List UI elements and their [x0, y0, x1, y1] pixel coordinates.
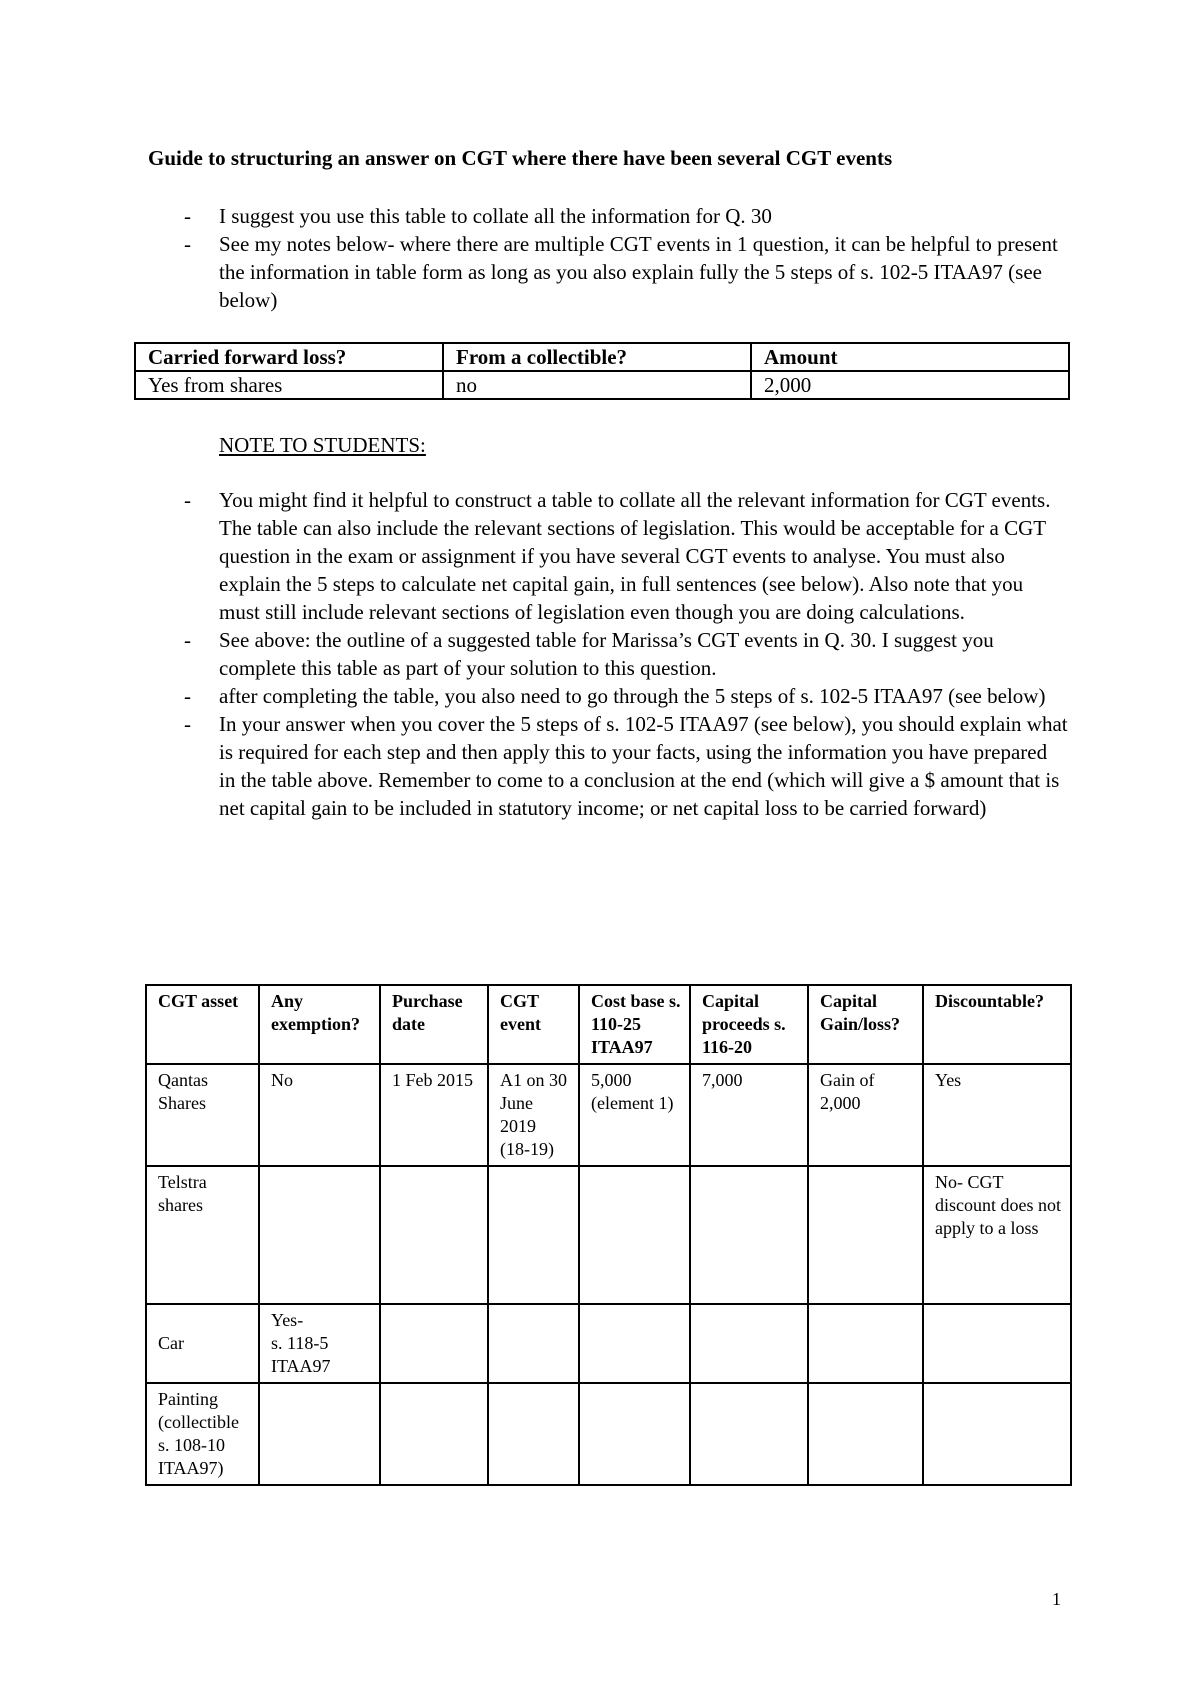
table-cell: Painting (collectible s. 108-10 ITAA97): [146, 1383, 259, 1485]
table-header: CGT event: [488, 985, 579, 1064]
table-cell: A1 on 30 June 2019 (18-19): [488, 1064, 579, 1166]
table-cell: [923, 1383, 1071, 1485]
list-item: - See my notes below- where there are multiple CGT events in 1 question, it can be helpful to present the information in table form as long as you also explain fully the 5 steps of s. 102-5 ITAA97 (see below): [148, 230, 1068, 314]
table-header: Carried forward loss?: [135, 343, 443, 371]
table-header: Capital proceeds s. 116-20: [690, 985, 808, 1064]
table-cell: 2,000: [751, 371, 1069, 399]
table-row: [146, 1064, 1071, 1166]
exemption-text: Yes-: [271, 1310, 304, 1330]
table-header: Amount: [751, 343, 1069, 371]
table-row: [146, 1383, 1071, 1485]
cost-base-header: Cost base s. 110-25: [591, 991, 681, 1034]
table-cell: 1 Feb 2015: [380, 1064, 488, 1166]
table-cell: [380, 1166, 488, 1304]
table-cell: Telstra shares: [146, 1166, 259, 1304]
table-header: Discountable?: [923, 985, 1071, 1064]
list-item: - You might find it helpful to construct a table to collate all the relevant information for CGT events. The table can also include the relevant sections of legislation. This would be acceptable for a CGT question in the exam or assignment if you have several CGT events to analyse. You must also explain the 5 steps to calculate net capital gain, in full sentences (see below). Also note that you must still include relevant sections of legislation even though you are doing calculations.: [148, 486, 1068, 626]
table-cell: [259, 1383, 380, 1485]
document-title: Guide to structuring an answer on CGT where there have been several CGT events: [148, 146, 893, 170]
table-header: Capital Gain/loss?: [808, 985, 923, 1064]
table-cell: [579, 1383, 690, 1485]
note-heading: NOTE TO STUDENTS:: [219, 433, 426, 457]
table-cell: 5,000 (element 1): [579, 1064, 690, 1166]
table-cell: 7,000: [690, 1064, 808, 1166]
list-item: - See above: the outline of a suggested table for Marissa’s CGT events in Q. 30. I suggest you complete this table as part of your solution to this question.: [148, 626, 1068, 682]
table-header: Any exemption?: [259, 985, 380, 1064]
table-cell: [579, 1304, 690, 1383]
table-cell: no: [443, 371, 751, 399]
table-cell: Yes from shares: [135, 371, 443, 399]
table-header: From a collectible?: [443, 343, 751, 371]
table-header-row: [146, 985, 1071, 1064]
table-cell: Gain of 2,000: [808, 1064, 923, 1166]
table-header-row: [135, 343, 1069, 371]
table-row: [146, 1304, 1071, 1383]
table-cell: Yes: [923, 1064, 1071, 1166]
table-cell: [579, 1166, 690, 1304]
carried-forward-table: [134, 342, 1070, 400]
table-cell: [808, 1304, 923, 1383]
table-cell: [259, 1166, 380, 1304]
list-item: - In your answer when you cover the 5 steps of s. 102-5 ITAA97 (see below), you should explain what is required for each step and then apply this to your facts, using the information you have prepared in the table above. Remember to come to a conclusion at the end (which will give a $ amount that is net capital gain to be included in statutory income; or net capital loss to be carried forward): [148, 710, 1068, 822]
table-header: [579, 985, 690, 1064]
list-item: - I suggest you use this table to collate all the information for Q. 30: [148, 202, 1068, 230]
list-item: - after completing the table, you also need to go through the 5 steps of s. 102-5 ITAA97 (see below): [148, 682, 1068, 710]
table-cell: [380, 1304, 488, 1383]
table-cell: [808, 1383, 923, 1485]
table-header: Purchase date: [380, 985, 488, 1064]
notes-list: [148, 486, 1068, 822]
cgt-events-table: [145, 984, 1072, 1486]
table-cell: [690, 1383, 808, 1485]
table-cell: No: [259, 1064, 380, 1166]
table-cell: [690, 1304, 808, 1383]
table-header: CGT asset: [146, 985, 259, 1064]
table-cell: [488, 1304, 579, 1383]
table-cell: [690, 1166, 808, 1304]
table-cell: Qantas Shares: [146, 1064, 259, 1166]
table-cell: Car: [146, 1304, 259, 1383]
table-cell: [380, 1383, 488, 1485]
table-row: [135, 371, 1069, 399]
table-cell: [808, 1166, 923, 1304]
table-cell: [488, 1166, 579, 1304]
table-row: [146, 1166, 1071, 1304]
page-number: 1: [1052, 1589, 1061, 1609]
intro-list: [148, 202, 1068, 314]
cost-base-header-act: ITAA97: [591, 1037, 653, 1057]
table-cell: [259, 1304, 380, 1383]
table-cell: [923, 1304, 1071, 1383]
exemption-section: s. 118-5 ITAA97: [271, 1333, 331, 1376]
table-cell: No- CGT discount does not apply to a loss: [923, 1166, 1071, 1304]
table-cell: [488, 1383, 579, 1485]
